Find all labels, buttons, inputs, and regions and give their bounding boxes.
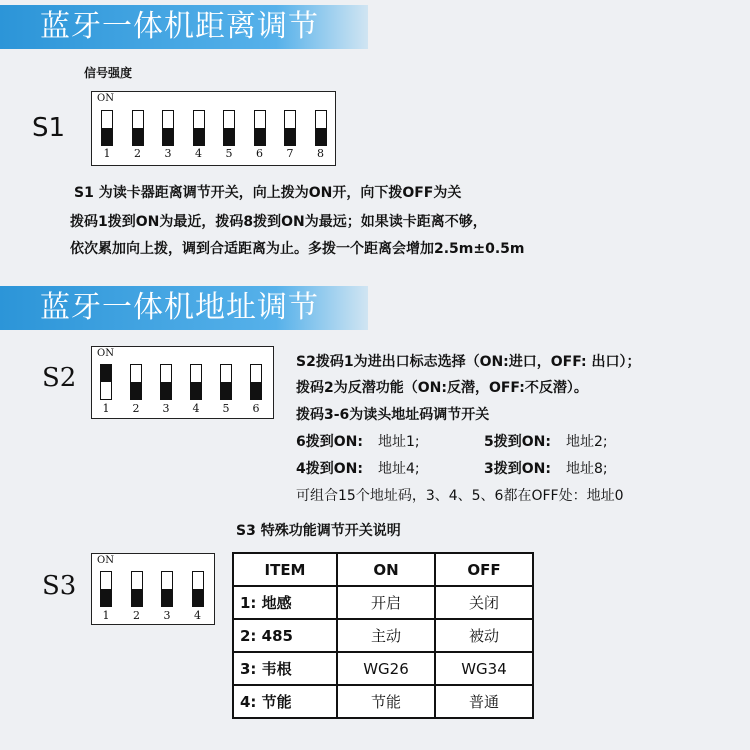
dip-switch-s3 — [91, 553, 215, 625]
dip-switch-3[interactable] — [160, 364, 172, 400]
table-row — [233, 652, 533, 685]
table-cell: 节能 — [337, 685, 435, 718]
dip-knob — [161, 382, 171, 399]
dip-knob — [131, 382, 141, 399]
dip-knob — [191, 382, 201, 399]
dip-switch-7[interactable] — [284, 110, 296, 146]
addr-val-3: 地址8; — [566, 461, 608, 477]
dip-knob — [194, 128, 204, 145]
s2-desc-line-1: S2拨码1为进出口标志选择（ON:进口，OFF: 出口）； — [296, 354, 641, 370]
s1-desc-line-1: S1 为读卡器距离调节开关，向上拨为ON开，向下拨OFF为关 — [74, 185, 462, 201]
table-row — [233, 586, 533, 619]
table-header-cell: ON — [337, 553, 435, 586]
dip-knob — [224, 128, 234, 145]
s2-desc-line-3: 拨码3-6为读头地址码调节开关 — [296, 407, 490, 423]
dip-knob — [132, 589, 142, 606]
s1-desc-line-3: 依次累加向上拨，调到合适距离为止。多拨一个距离会增加2.5m±0.5m — [70, 241, 525, 257]
dip-switch-3[interactable] — [161, 571, 173, 607]
dip-number: 5 — [225, 147, 233, 160]
dip-number: 4 — [195, 147, 202, 160]
dip-switch-5[interactable] — [220, 364, 232, 400]
dip-number: 6 — [256, 147, 263, 160]
table-header-row — [233, 553, 533, 586]
s1-label: S1 — [32, 113, 66, 143]
dip-number: 2 — [133, 609, 140, 622]
dip-switch-1[interactable] — [100, 364, 112, 400]
dip-switch-4[interactable] — [190, 364, 202, 400]
table-header-cell: ITEM — [233, 553, 337, 586]
dip-on-label: ON — [97, 555, 114, 566]
dip-switch-6[interactable] — [254, 110, 266, 146]
dip-number: 3 — [162, 402, 170, 415]
s2-label: S2 — [42, 363, 77, 393]
dip-number: 2 — [132, 402, 140, 415]
dip-knob — [162, 589, 172, 606]
dip-knob — [163, 128, 173, 145]
dip-switch-1[interactable] — [100, 571, 112, 607]
dip-number: 6 — [252, 402, 260, 415]
table-header-cell: OFF — [435, 553, 533, 586]
addr-val-4: 地址4; — [378, 461, 420, 477]
s3-title: S3 特殊功能调节开关说明 — [236, 523, 401, 539]
table-row — [233, 685, 533, 718]
section1-banner: 蓝牙一体机距离调节 — [0, 5, 368, 49]
dip-switch-2[interactable] — [131, 571, 143, 607]
dip-number: 1 — [102, 402, 110, 415]
dip-number: 2 — [134, 147, 141, 160]
addr-key-5: 5拨到ON: — [484, 434, 551, 450]
dip-number: 3 — [164, 147, 172, 160]
table-cell: 开启 — [337, 586, 435, 619]
addr-key-4: 4拨到ON: — [296, 461, 363, 477]
dip-knob — [285, 128, 295, 145]
dip-switch-2[interactable] — [130, 364, 142, 400]
addr-val-5: 地址2; — [566, 434, 608, 450]
dip-switch-s2 — [91, 346, 274, 419]
addr-key-6: 6拨到ON: — [296, 434, 363, 450]
dip-switch-1[interactable] — [101, 110, 113, 146]
s2-desc-line-2: 拨码2为反潜功能（ON:反潜，OFF:不反潜）。 — [296, 380, 588, 396]
section2-banner: 蓝牙一体机地址调节 — [0, 286, 368, 330]
function-table — [232, 552, 534, 719]
dip-number: 4 — [192, 402, 200, 415]
table-cell: WG26 — [337, 652, 435, 685]
table-cell: 4: 节能 — [233, 685, 337, 718]
table-cell: 2: 485 — [233, 619, 337, 652]
dip-switch-2[interactable] — [132, 110, 144, 146]
dip-switch-5[interactable] — [223, 110, 235, 146]
dip-on-label: ON — [97, 93, 114, 104]
dip-number: 3 — [163, 609, 171, 622]
dip-number: 1 — [102, 609, 110, 622]
dip-knob — [255, 128, 265, 145]
dip-knob — [221, 382, 231, 399]
table-cell: 被动 — [435, 619, 533, 652]
table-cell: 3: 韦根 — [233, 652, 337, 685]
dip-number: 5 — [222, 402, 230, 415]
dip-knob — [101, 589, 111, 606]
signal-strength-label: 信号强度 — [84, 66, 133, 80]
dip-knob — [102, 128, 112, 145]
table-cell: 1: 地感 — [233, 586, 337, 619]
dip-number: 7 — [286, 147, 294, 160]
s1-desc-line-2: 拨码1拨到ON为最近，拨码8拨到ON为最远；如果读卡距离不够， — [70, 214, 487, 230]
dip-switch-3[interactable] — [162, 110, 174, 146]
dip-number: 1 — [103, 147, 111, 160]
dip-knob — [193, 589, 203, 606]
dip-knob — [101, 365, 111, 382]
dip-number: 8 — [317, 147, 324, 160]
dip-knob — [251, 382, 261, 399]
dip-switch-8[interactable] — [315, 110, 327, 146]
addr-key-3: 3拨到ON: — [484, 461, 551, 477]
dip-knob — [133, 128, 143, 145]
dip-number: 4 — [194, 609, 201, 622]
dip-knob — [316, 128, 326, 145]
dip-switch-4[interactable] — [192, 571, 204, 607]
dip-on-label: ON — [97, 348, 114, 359]
dip-switch-6[interactable] — [250, 364, 262, 400]
table-cell: WG34 — [435, 652, 533, 685]
table-cell: 关闭 — [435, 586, 533, 619]
table-row — [233, 619, 533, 652]
dip-switch-s1 — [91, 91, 336, 166]
dip-switch-4[interactable] — [193, 110, 205, 146]
addr-val-6: 地址1; — [378, 434, 420, 450]
table-cell: 普通 — [435, 685, 533, 718]
table-cell: 主动 — [337, 619, 435, 652]
s2-footer: 可组合15个地址码，3、4、5、6都在OFF处：地址0 — [296, 488, 624, 504]
s3-label: S3 — [42, 571, 77, 601]
